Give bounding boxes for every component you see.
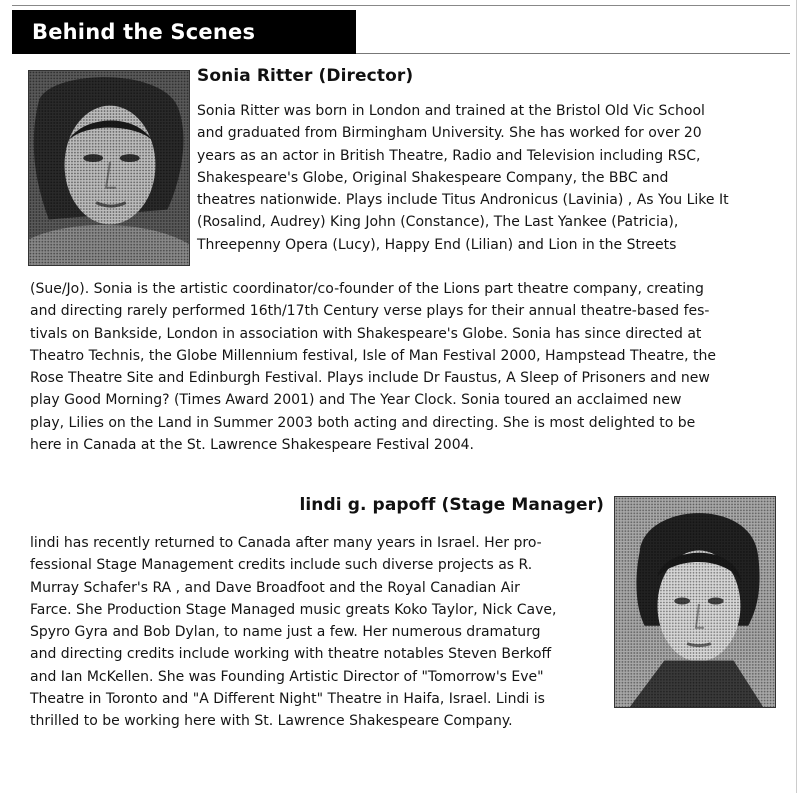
page-edge [796, 0, 797, 793]
stage-manager-name-heading: lindi g. papoff (Stage Manager) [299, 495, 604, 515]
bio-line: lindi has recently returned to Canada after many years in Israel. Her pro- [30, 535, 542, 551]
bio-line: Murray Schafer's RA , and Dave Broadfoot and the Royal Canadian Air [30, 579, 520, 596]
director-portrait-photo [28, 70, 190, 266]
bio-line: Theatro Technis, the Globe Millennium festival, Isle of Man Festival 2000, Hampstead Theatre, the [30, 347, 716, 364]
bio-line: Theatre in Toronto and "A Different Night" Theatre in Haifa, Israel. Lindi is [30, 691, 545, 708]
bio-line: Shakespeare's Globe, Original Shakespeare Company, the BBC and [197, 169, 669, 186]
bio-line: and directing rarely performed 16th/17th Century verse plays for their annual theatre-based fes- [30, 303, 710, 320]
bio-line: here in Canada at the St. Lawrence Shakespeare Festival 2004. [30, 437, 474, 454]
stage-manager-bio-text [30, 532, 610, 733]
top-rule [12, 5, 790, 6]
header-rule [356, 53, 790, 54]
bio-line: and graduated from Birmingham University. She has worked for over 20 [197, 125, 702, 142]
bio-line: Rose Theatre Site and Edinburgh Festival. Plays include Dr Faustus, A Sleep of Prisoners and new [30, 370, 710, 387]
bio-line: theatres nationwide. Plays include Titus Andronicus (Lavinia) , As You Like It [197, 192, 729, 209]
stage-manager-portrait-photo [614, 496, 776, 708]
bio-line: play, Lilies on the Land in Summer 2003 both acting and directing. She is most delighted to be [30, 414, 696, 431]
bio-line: Sonia Ritter was born in London and trained at the Bristol Old Vic School [197, 103, 705, 119]
bio-line: years as an actor in British Theatre, Radio and Television including RSC, [197, 147, 701, 164]
director-name-heading: Sonia Ritter (Director) [197, 66, 414, 86]
bio-line: Farce. She Production Stage Managed music greats Koko Taylor, Nick Cave, [30, 601, 557, 618]
bio-line: fessional Stage Management credits include such diverse projects as R. [30, 557, 533, 574]
director-bio-text-beside-photo [197, 100, 787, 256]
bio-line: Spyro Gyra and Bob Dylan, to name just a few. Her numerous dramaturg [30, 624, 541, 641]
bio-line: Threepenny Opera (Lucy), Happy End (Lilian) and Lion in the Streets [197, 236, 677, 253]
bio-line: play Good Morning? (Times Award 2001) and The Year Clock. Sonia toured an acclaimed new [30, 392, 682, 409]
director-bio-text-full-width [30, 278, 790, 456]
bio-line: tivals on Bankside, London in association with Shakespeare's Globe. Sonia has since directed at [30, 325, 702, 342]
bio-line: thrilled to be working here with St. Lawrence Shakespeare Company. [30, 713, 513, 730]
bio-line: and directing credits include working with theatre notables Steven Berkoff [30, 646, 552, 663]
bio-line: (Sue/Jo). Sonia is the artistic coordinator/co-founder of the Lions part theatre company, creating [30, 281, 704, 297]
bio-line: and Ian McKellen. She was Founding Artistic Director of "Tomorrow's Eve" [30, 668, 544, 685]
bio-line: (Rosalind, Audrey) King John (Constance), The Last Yankee (Patricia), [197, 214, 679, 231]
section-header: Behind the Scenes [12, 10, 356, 54]
